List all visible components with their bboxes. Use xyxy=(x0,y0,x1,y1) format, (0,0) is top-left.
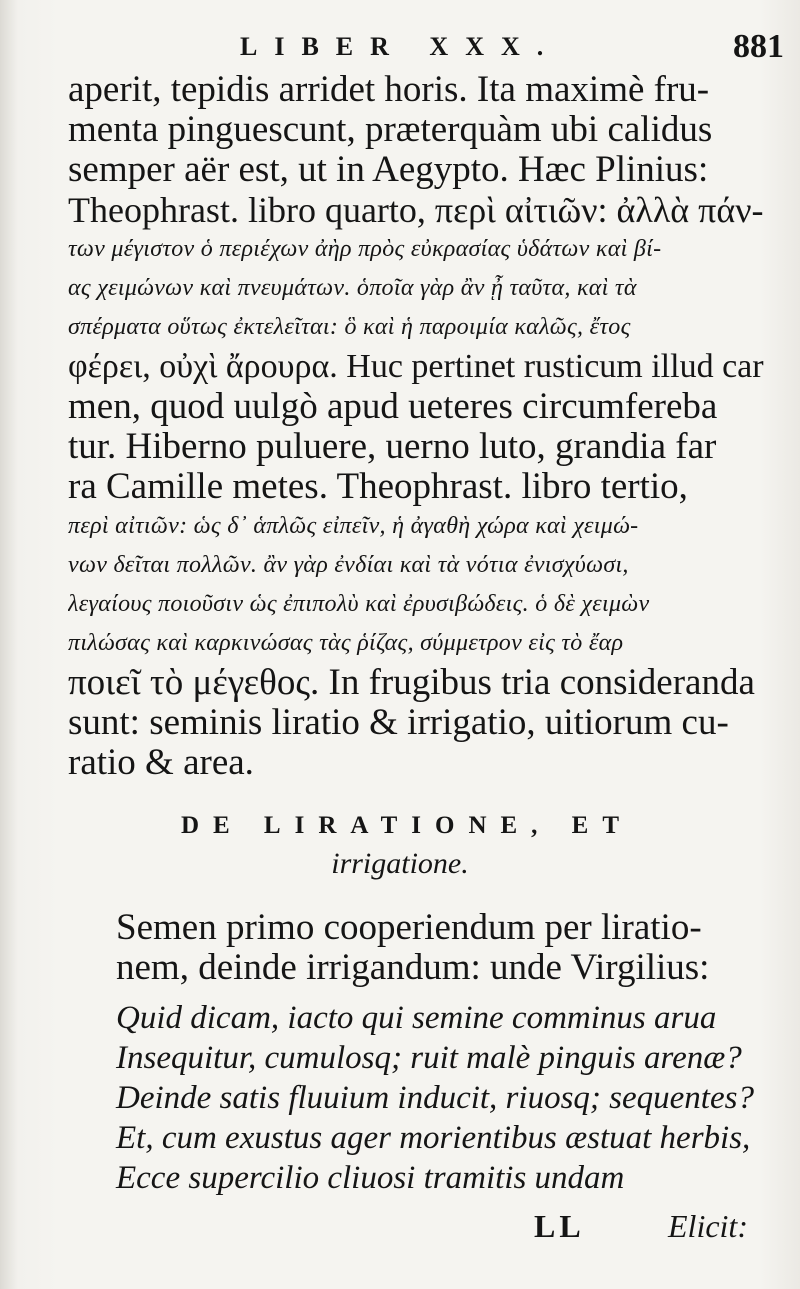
text-line: ratio & area. xyxy=(68,743,254,783)
section-paragraph xyxy=(116,908,776,988)
catchword: Elicit: xyxy=(668,1208,748,1244)
text-line: aperit, tepidis arridet horis. Ita maximè fru- xyxy=(68,70,710,110)
verse-line: Et, cum exustus ager morientibus æstuat herbis, xyxy=(116,1120,751,1156)
verse-line: Quid dicam, iacto qui semine comminus arua xyxy=(116,1000,717,1036)
paragraph-line: Semen primo cooperiendum per liratio- xyxy=(116,908,702,948)
main-text-block xyxy=(68,70,768,783)
verse-line: Deinde satis fluuium inducit, riuosq; sequentes? xyxy=(116,1080,754,1116)
running-head: LIBER XXX. xyxy=(240,32,561,61)
page-header xyxy=(0,28,800,68)
greek-text-line: των μέγιστον ὁ περιέχων ἀὴρ πρὸς εὐκρασίας ὑδάτων καὶ βί- xyxy=(68,236,662,262)
section-heading-caps: DE LIRATIONE, ET xyxy=(180,812,634,839)
verse-line: Ecce supercilio cliuosi tramitis undam xyxy=(116,1160,625,1196)
section-heading-italic: irrigatione. xyxy=(331,847,469,880)
text-line: sunt: seminis liratio & irrigatio, uitiorum cu- xyxy=(68,703,729,743)
verse-line: Insequitur, cumulosq; ruit malè pinguis arenæ? xyxy=(116,1040,742,1076)
text-line: ποιεῖ τὸ μέγεθος. In frugibus tria consideranda xyxy=(68,663,755,703)
greek-text-line: πιλώσας καὶ καρκινώσας τὰς ῥίζας, σύμμετρον εἰς τὸ ἔαρ xyxy=(68,630,624,656)
text-line: menta pinguescunt, præterquàm ubi calidus xyxy=(68,110,713,150)
greek-text-line: νων δεῖται πολλῶν. ἂν γὰρ ἐνδίαι καὶ τὰ νότια ἐνισχύωσι, xyxy=(68,552,629,578)
greek-text-line: λεγαίους ποιοῦσιν ὡς ἐπιπολὺ καὶ ἐρυσιβώδεις. ὁ δὲ χειμὼν xyxy=(68,591,650,617)
page-number: 881 xyxy=(733,28,784,65)
text-line: Theophrast. libro quarto, περὶ αἰτιῶν: ἀλλὰ πάν- xyxy=(68,190,764,230)
paragraph-line: nem, deinde irrigandum: unde Virgilius: xyxy=(116,948,710,988)
text-line: tur. Hiberno puluere, uerno luto, grandia far xyxy=(68,427,717,467)
page-footer xyxy=(0,1208,800,1248)
text-line: φέρει, οὐχὶ ἄρουρα. Huc pertinet rusticum illud car xyxy=(68,348,764,385)
section-heading xyxy=(0,808,800,884)
text-line: semper aër est, ut in Aegypto. Hæc Plinius: xyxy=(68,150,709,190)
text-line: men, quod uulgò apud ueteres circumfereba xyxy=(68,387,718,427)
greek-text-line: περὶ αἰτιῶν: ὡς δ᾽ ἁπλῶς εἰπεῖν, ἡ ἀγαθὴ χώρα καὶ χειμώ- xyxy=(68,513,639,539)
greek-text-line: ας χειμώνων καὶ πνευμάτων. ὁποῖα γὰρ ἂν ᾖ ταῦτα, καὶ τὰ xyxy=(68,275,637,301)
text-line: ra Camille metes. Theophrast. libro tertio, xyxy=(68,467,688,507)
verse-quotation xyxy=(116,998,776,1198)
greek-text-line: σπέρματα οὕτως ἐκτελεῖται: ὃ καὶ ἡ παροιμία καλῶς, ἔτος xyxy=(68,314,631,340)
signature-mark: LL xyxy=(534,1208,585,1244)
